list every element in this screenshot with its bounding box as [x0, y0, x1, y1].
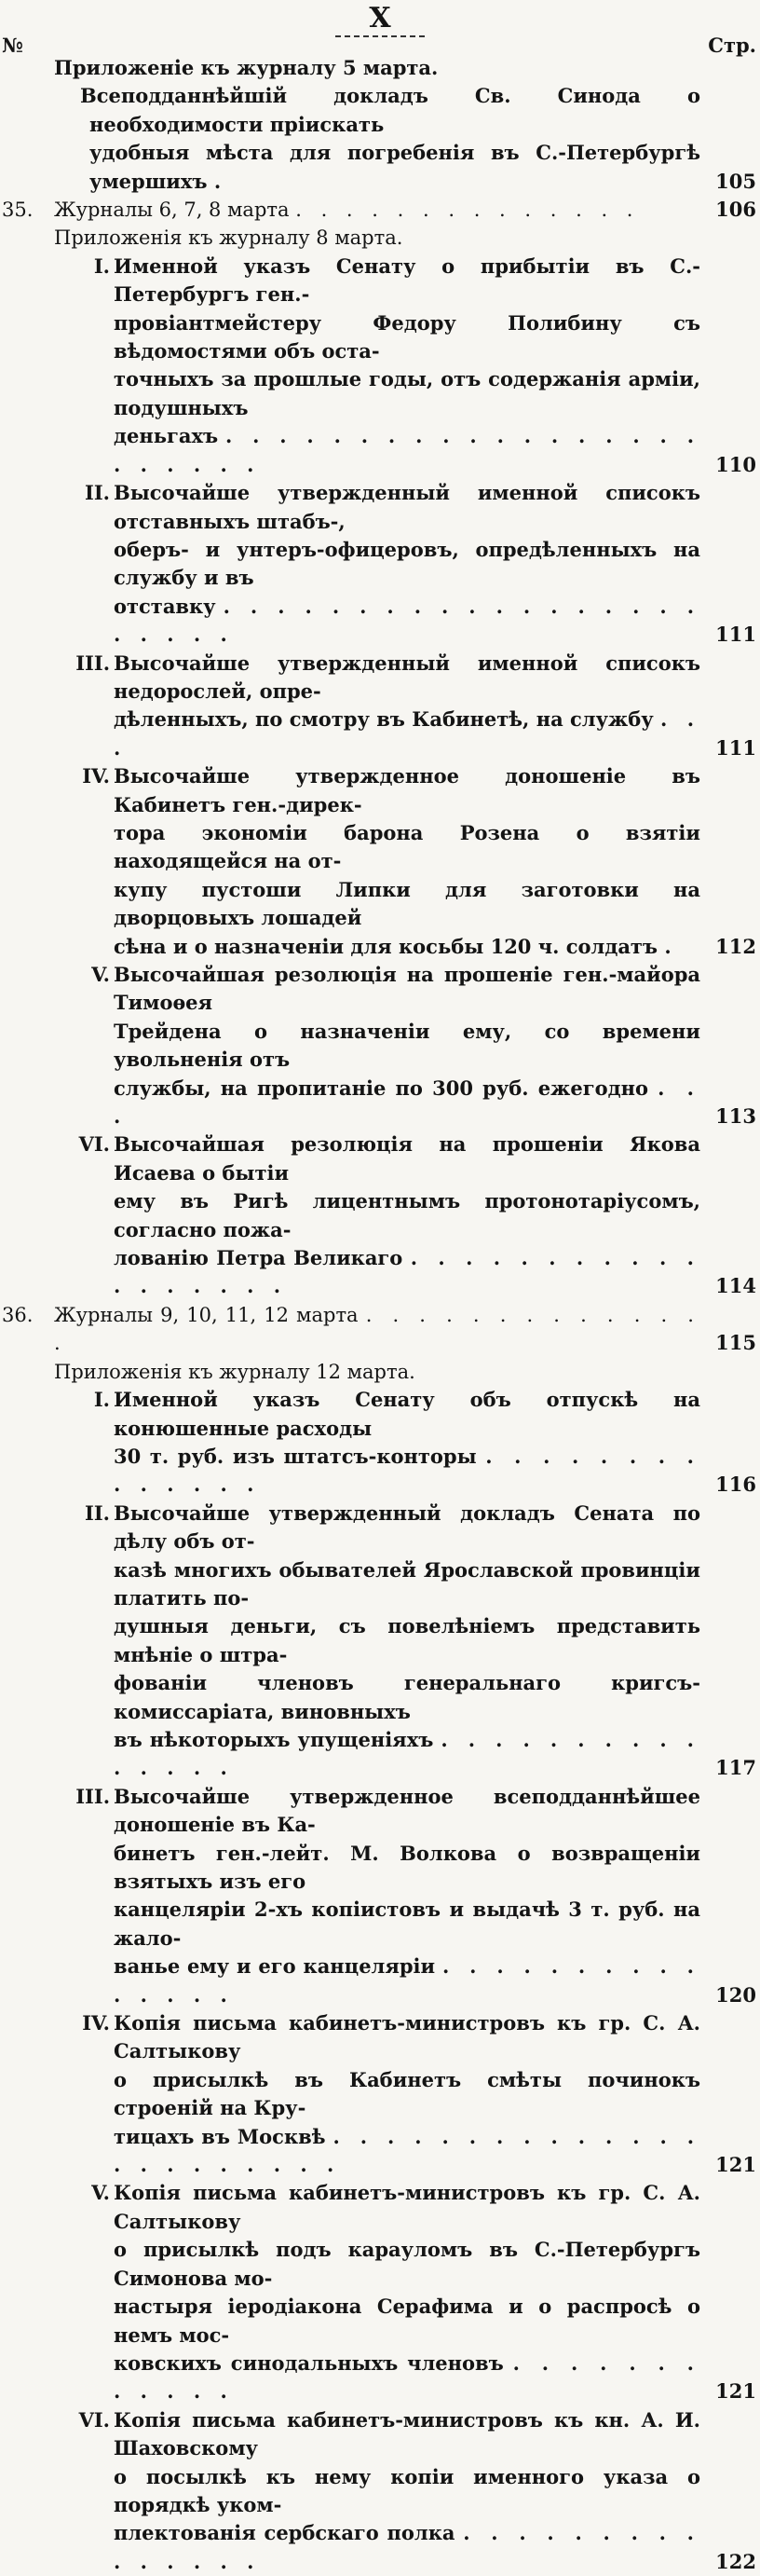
- leader-dots: . . . . . . . . . . . .: [114, 2350, 700, 2404]
- page-number: 117: [715, 1756, 756, 1780]
- leader-dots: . . . . . . . . . . . . . .: [54, 1303, 700, 1355]
- item-roman-numeral: IV.: [82, 2011, 110, 2035]
- entry-line: о присылкѣ подъ карауломъ въ С.-Петербургъ Симонова мо-: [114, 2238, 700, 2290]
- entry-line: Копія письма кабинетъ-министровъ къ кн. А. И. Шаховскому: [114, 2407, 700, 2460]
- page-number: 112: [715, 934, 756, 958]
- item-roman-numeral: II.: [85, 481, 110, 505]
- entry-line: настыря іеродіакона Серафима и о распросѣ о немъ мос-: [114, 2295, 700, 2347]
- entry-line: Копія письма кабинетъ-министровъ къ гр. С. А. Салтыкову: [114, 2181, 700, 2233]
- entry-line: Всеподданнѣйшій докладъ Св. Синода о необходимости пріискать: [80, 84, 700, 136]
- entry-line: ковскихъ синодальныхъ членовъ: [114, 2350, 504, 2375]
- toc-entry-12mar-i: [0, 1386, 760, 1500]
- entry-line: тора экономіи барона Розена о взятіи находящейся на от-: [114, 820, 700, 873]
- leader-dots: . . . . . . . . . . . . . . .: [114, 1727, 700, 1780]
- entry-line: оберъ- и унтеръ-офицеровъ, опредѣленныхъ на службу и въ: [114, 537, 700, 590]
- toc-entry-12mar-iii: [0, 1783, 760, 2009]
- leader-dots: . . . . . . . . . . . . . . . . . . . . . . .: [114, 2124, 700, 2177]
- leader-dots: . . . . . . . . . . . . . .: [295, 199, 640, 222]
- entry-line: Высочайше утвержденное всеподданнѣйшее доношеніе въ Ка-: [114, 1784, 700, 1837]
- page-number: 111: [715, 623, 756, 647]
- appendix-heading-12-march: Приложенія къ журналу 12 марта.: [54, 1360, 415, 1383]
- entry-line: бинетъ ген.-лейт. М. Волкова о возвращеніи взятыхъ изъ его: [114, 1841, 700, 1893]
- entry-line: душныя деньги, съ повелѣніемъ представить мнѣніе о штра-: [114, 1614, 700, 1666]
- toc-entry-12mar-ii: [0, 1500, 760, 1783]
- appendix-heading-8-march: Приложенія къ журналу 8 марта.: [54, 226, 403, 250]
- entry-line: деньгахъ: [114, 424, 219, 448]
- leader-dots: . . . . . . . . . . . . . . . . . .: [114, 1246, 700, 1298]
- item-roman-numeral: V.: [91, 2181, 110, 2205]
- page-roman-numeral: X: [369, 2, 391, 34]
- entry-number: 35.: [2, 199, 34, 222]
- item-roman-numeral: I.: [93, 1388, 110, 1412]
- entry-line: сѣна и о назначеніи для косьбы 120 ч. солдатъ: [114, 934, 658, 958]
- item-roman-numeral: VI.: [78, 2407, 110, 2432]
- entry-line: о присылкѣ въ Кабинетъ смѣты починокъ строеній на Кру-: [114, 2067, 700, 2120]
- toc-entry-8mar-i: [0, 253, 760, 479]
- item-roman-numeral: III.: [75, 1784, 110, 1808]
- toc-entry-12mar-v: [0, 2179, 760, 2405]
- entry-line: 30 т. руб. изъ штатсъ-конторы: [114, 1444, 477, 1468]
- entry-number: 36.: [2, 1303, 34, 1326]
- item-roman-numeral: I.: [93, 253, 110, 278]
- number-column-label: №: [2, 34, 23, 57]
- table-of-contents: [0, 54, 760, 2576]
- entry-line: канцеляріи 2-хъ копіистовъ и выдачѣ 3 т. руб. на жало-: [114, 1898, 700, 1950]
- page-number: 121: [715, 2379, 756, 2404]
- entry-line: тицахъ въ Москвѣ: [114, 2124, 326, 2148]
- leader-dots: .: [213, 169, 228, 193]
- page-header: [0, 4, 760, 37]
- page-number: 122: [715, 2549, 756, 2573]
- page-number: 115: [715, 1331, 756, 1355]
- page-number: 121: [715, 2153, 756, 2177]
- leader-dots: .: [664, 934, 678, 958]
- entry-line: ему въ Ригѣ лицентнымъ протонотаріусомъ, согласно пожа-: [114, 1189, 700, 1241]
- leader-dots: . . . . . . . . . . . . . .: [114, 1444, 700, 1497]
- page-number: 116: [715, 1473, 756, 1497]
- entry-line: ванье ему и его канцеляріи: [114, 1954, 436, 1979]
- page-number: 111: [715, 735, 756, 760]
- page-number: 105: [715, 169, 756, 193]
- page-number: 114: [715, 1274, 756, 1298]
- toc-entry-8mar-v: [0, 961, 760, 1130]
- entry-line: удобныя мѣста для погребенія въ С.-Петербургѣ умершихъ: [89, 141, 700, 193]
- entry-line: отставку: [114, 594, 216, 618]
- toc-entry-8mar-ii: [0, 479, 760, 649]
- entry-line: купу пустоши Липки для заготовки на дворцовыхъ лошадей: [114, 877, 700, 930]
- page-number: 110: [715, 452, 756, 476]
- entry-line: Именной указъ Сенату о прибытіи въ С.-Петербургъ ген.-: [114, 253, 700, 307]
- toc-entry-35: [0, 196, 760, 224]
- leader-dots: . . . . . . . . . . . . . . .: [114, 2521, 700, 2573]
- item-roman-numeral: IV.: [82, 764, 110, 788]
- toc-entry-12mar-vi: [0, 2406, 760, 2576]
- toc-entry-synod-report: [0, 82, 760, 196]
- entry-line: точныхъ за прошлые годы, отъ содержанія арміи, подушныхъ: [114, 367, 700, 419]
- entry-title: Журналы 6, 7, 8 марта: [54, 199, 290, 222]
- leader-dots: . . . . . . . . . . . . . . . . . . . . . . . .: [114, 424, 701, 476]
- toc-entry-8mar-vi: [0, 1130, 760, 1300]
- entry-line: Копія письма кабинетъ-министровъ къ гр. С. А. Салтыкову: [114, 2011, 700, 2063]
- leader-dots: . . . . . . . . . . . . . . .: [114, 1954, 700, 2007]
- entry-line: Высочайше утвержденный именной списокъ отставныхъ штабъ-,: [114, 481, 700, 533]
- entry-line: лованію Петра Великаго: [114, 1246, 403, 1270]
- toc-entry-8mar-iii: [0, 650, 760, 763]
- leader-dots: . . . . . . . . . . . . . . . . . . . . . . .: [114, 594, 701, 647]
- entry-line: Высочайше утвержденный именной списокъ недорослей, опре-: [114, 651, 700, 703]
- entry-line: Высочайше утвержденное доношеніе въ Кабинетъ ген.-дирек-: [114, 764, 700, 816]
- item-roman-numeral: VI.: [78, 1132, 110, 1157]
- entry-line: въ нѣкоторыхъ упущеніяхъ: [114, 1727, 434, 1751]
- entry-line: казѣ многихъ обывателей Ярославской провинціи платить по-: [114, 1557, 700, 1610]
- entry-line: службы, на пропитаніе по 300 руб. ежегодно: [114, 1076, 648, 1100]
- leader-dots: . . .: [114, 707, 701, 760]
- entry-line: Именной указъ Сенату объ отпускѣ на конюшенные расходы: [114, 1388, 700, 1440]
- item-roman-numeral: V.: [91, 963, 110, 986]
- page-column-label: Стр.: [708, 34, 756, 57]
- item-roman-numeral: III.: [75, 651, 110, 675]
- entry-line: провіантмейстеру Федору Полибину съ вѣдомостями объ оста-: [114, 310, 700, 363]
- toc-entry-12mar-iv: [0, 2009, 760, 2179]
- page-number: 120: [715, 1982, 756, 2007]
- entry-title: Журналы 9, 10, 11, 12 марта: [54, 1303, 359, 1326]
- item-roman-numeral: II.: [85, 1500, 110, 1525]
- entry-line: Высочайшая резолюція на прошеніи Якова Исаева о бытіи: [114, 1132, 700, 1185]
- page-number: 113: [715, 1104, 756, 1129]
- entry-line: Трейдена о назначеніи ему, со времени увольненія отъ: [114, 1019, 700, 1072]
- leader-dots: . . .: [114, 1076, 700, 1129]
- entry-line: фованіи членовъ генеральнаго кригсъ-комиссаріата, виновныхъ: [114, 1671, 700, 1723]
- entry-line: дѣленныхъ, по смотру въ Кабинетѣ, на службу: [114, 707, 654, 732]
- page-number: 106: [715, 198, 756, 222]
- toc-entry-8mar-iv: [0, 762, 760, 961]
- entry-line: плектованія сербскаго полка: [114, 2521, 455, 2545]
- appendix-heading-5-march: Приложеніе къ журналу 5 марта.: [54, 56, 439, 79]
- entry-line: Высочайшая резолюція на прошеніе ген.-майора Тимоѳея: [114, 963, 700, 1015]
- entry-line: о посылкѣ къ нему копіи именного указа о порядкѣ уком-: [114, 2464, 700, 2516]
- toc-entry-36: [0, 1301, 760, 1358]
- entry-line: Высочайше утвержденный докладъ Сената по дѣлу объ от-: [114, 1500, 700, 1554]
